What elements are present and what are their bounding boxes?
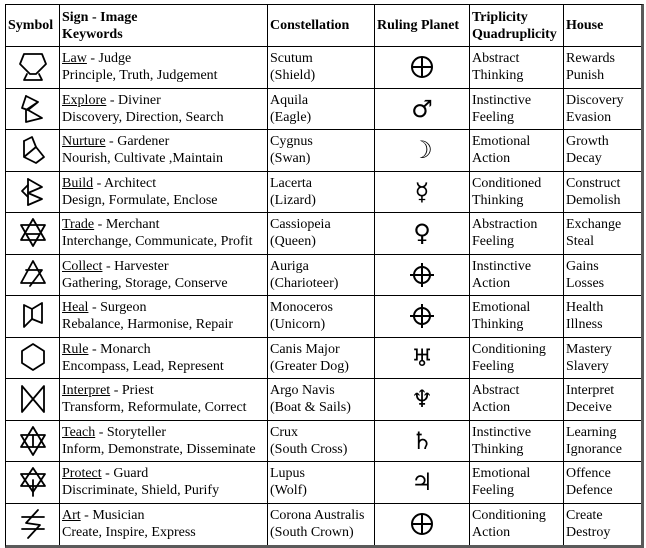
table-row: [6, 130, 641, 172]
constellation-cell: [268, 504, 375, 546]
table-row: [6, 421, 641, 463]
sign-name: Trade: [62, 217, 95, 233]
constellation-cell: [268, 213, 375, 255]
triplicity-cell: [470, 296, 564, 338]
house-cell: [564, 296, 641, 338]
constellation-text: Crux: [270, 424, 298, 440]
symbol-cell: [6, 89, 60, 131]
sign-keywords-cell: [60, 172, 268, 214]
constellation-text: (Shield): [270, 68, 316, 84]
explore-glyph-icon: [8, 92, 57, 126]
triplicity-text: Abstraction: [472, 217, 538, 233]
sign-image: - Musician: [80, 508, 145, 524]
sign-keywords-cell: [60, 338, 268, 380]
sign-name: Build: [62, 175, 94, 191]
house-text: Slavery: [566, 358, 609, 374]
sign-line: [62, 216, 265, 233]
constellation-text: Scutum: [270, 51, 313, 67]
house-text: Construct: [566, 175, 621, 191]
saturn-icon: ♄: [411, 426, 433, 455]
house-text: Destroy: [566, 525, 611, 541]
constellation-text: Corona Australis: [270, 508, 365, 524]
earth-cross-icon: [377, 261, 467, 289]
constellation-text: (Lizard): [270, 192, 316, 208]
sign-image: - Priest: [110, 383, 154, 399]
interpret-glyph-icon: [8, 382, 57, 416]
symbol-cell: [6, 213, 60, 255]
ruling-planet-cell: [375, 379, 470, 421]
triplicity-text: Conditioning: [472, 341, 546, 357]
sign-image: - Diviner: [106, 92, 161, 108]
triplicity-text: Action: [472, 400, 511, 416]
triplicity-text: Thinking: [472, 68, 524, 84]
sign-keywords-cell: [60, 47, 268, 89]
house-text: Deceive: [566, 400, 612, 416]
sign-name: Heal: [62, 300, 89, 316]
table-row: [6, 338, 641, 380]
sign-keywords: Gathering, Storage, Conserve: [62, 275, 228, 291]
protect-glyph-icon: [8, 465, 57, 499]
triplicity-text: Instinctive: [472, 92, 532, 108]
sign-name: Teach: [62, 424, 96, 440]
trade-glyph-icon: [8, 216, 57, 250]
sign-image: - Merchant: [94, 217, 160, 233]
sign-name: Law: [62, 51, 87, 67]
constellation-text: (Wolf): [270, 483, 307, 499]
triplicity-text: Emotional: [472, 300, 531, 316]
constellation-text: Lacerta: [270, 175, 312, 191]
constellation-text: (Swan): [270, 151, 311, 167]
sign-keywords: Encompass, Lead, Represent: [62, 358, 224, 374]
sign-line: [62, 175, 265, 192]
sign-line: [62, 92, 265, 109]
art-glyph-icon: [8, 507, 57, 541]
sign-keywords: Design, Formulate, Enclose: [62, 192, 218, 208]
sign-image: - Harvester: [102, 258, 169, 274]
house-cell: [564, 338, 641, 380]
sign-name: Rule: [62, 341, 89, 357]
sign-keywords: Transform, Reformulate, Correct: [62, 400, 247, 416]
sign-line: [62, 382, 265, 399]
triplicity-text: Emotional: [472, 466, 531, 482]
house-cell: [564, 462, 641, 504]
sign-name: Nurture: [62, 134, 106, 150]
sign-line: [62, 341, 265, 358]
header-constellation: Constellation: [268, 5, 375, 47]
symbol-cell: [6, 504, 60, 546]
house-text: Illness: [566, 317, 603, 333]
house-cell: [564, 130, 641, 172]
constellation-cell: [268, 338, 375, 380]
earth-icon: [377, 53, 467, 81]
sign-keywords-cell: [60, 462, 268, 504]
ruling-planet-cell: [375, 130, 470, 172]
sign-line: [62, 258, 265, 275]
house-text: Defence: [566, 483, 613, 499]
house-text: Offence: [566, 466, 611, 482]
house-text: Evasion: [566, 109, 612, 125]
sign-name: Protect: [62, 466, 102, 482]
triplicity-text: Instinctive: [472, 424, 532, 440]
symbol-cell: [6, 172, 60, 214]
sign-image: - Architect: [93, 175, 157, 191]
ruling-planet-cell: [375, 255, 470, 297]
house-cell: [564, 47, 641, 89]
constellation-text: Aquila: [270, 92, 309, 108]
sign-keywords-cell: [60, 130, 268, 172]
heal-glyph-icon: [8, 299, 57, 333]
sign-line: [62, 299, 265, 316]
sign-keywords-cell: [60, 89, 268, 131]
table-row: [6, 172, 641, 214]
header-ruling-planet: Ruling Planet: [375, 5, 470, 47]
constellation-cell: [268, 130, 375, 172]
triplicity-text: Action: [472, 151, 511, 167]
constellation-text: (South Crown): [270, 525, 354, 541]
constellation-text: (Charioteer): [270, 275, 339, 291]
mercury-icon: ☿: [414, 177, 430, 206]
table-row: [6, 379, 641, 421]
constellation-cell: [268, 296, 375, 338]
sign-keywords: Interchange, Communicate, Profit: [62, 234, 253, 250]
header-row: [6, 5, 641, 47]
triplicity-text: Action: [472, 525, 511, 541]
house-text: Gains: [566, 258, 599, 274]
ruling-planet-cell: [375, 47, 470, 89]
nurture-glyph-icon: [8, 133, 57, 167]
triplicity-cell: [470, 255, 564, 297]
mars-icon: ♂: [411, 94, 433, 123]
triplicity-cell: [470, 89, 564, 131]
moon-icon: ☽: [411, 136, 433, 165]
ruling-planet-cell: [375, 504, 470, 546]
constellation-cell: [268, 421, 375, 463]
build-glyph-icon: [8, 175, 57, 209]
table-row: [6, 89, 641, 131]
triplicity-cell: [470, 421, 564, 463]
triplicity-text: Abstract: [472, 51, 520, 67]
house-cell: [564, 504, 641, 546]
house-cell: [564, 379, 641, 421]
sign-name: Art: [62, 508, 81, 524]
jupiter-icon: ♃: [411, 468, 433, 497]
sign-keywords-cell: [60, 421, 268, 463]
constellation-text: (Boat & Sails): [270, 400, 351, 416]
sign-keywords-cell: [60, 296, 268, 338]
house-text: Health: [566, 300, 604, 316]
sign-keywords-cell: [60, 255, 268, 297]
sign-line: [62, 424, 265, 441]
sign-keywords: Inform, Demonstrate, Disseminate: [62, 441, 256, 457]
constellation-text: Cygnus: [270, 134, 313, 150]
sign-image: - Monarch: [88, 341, 151, 357]
venus-icon: ♀: [413, 219, 431, 248]
sign-keywords: Discovery, Direction, Search: [62, 109, 224, 125]
triplicity-text: Feeling: [472, 358, 514, 374]
ruling-planet-cell: [375, 213, 470, 255]
triplicity-cell: [470, 379, 564, 421]
triplicity-cell: [470, 172, 564, 214]
house-text: Decay: [566, 151, 602, 167]
sign-keywords: Create, Inspire, Express: [62, 525, 196, 541]
constellation-text: Cassiopeia: [270, 217, 331, 233]
sign-image: - Surgeon: [88, 300, 147, 316]
ruling-planet-cell: [375, 172, 470, 214]
house-text: Demolish: [566, 192, 621, 208]
triplicity-text: Instinctive: [472, 258, 532, 274]
collect-glyph-icon: [8, 258, 57, 292]
triplicity-cell: [470, 213, 564, 255]
triplicity-text: Feeling: [472, 109, 514, 125]
constellation-text: (Greater Dog): [270, 358, 349, 374]
table-row: [6, 462, 641, 504]
zodiac-sign-table: [5, 4, 644, 548]
table-row: [6, 47, 641, 89]
sign-keywords-cell: [60, 504, 268, 546]
triplicity-text: Feeling: [472, 234, 514, 250]
constellation-text: Argo Navis: [270, 383, 335, 399]
sign-line: [62, 133, 265, 150]
constellation-cell: [268, 379, 375, 421]
triplicity-cell: [470, 504, 564, 546]
constellation-text: Lupus: [270, 466, 305, 482]
triplicity-text: Emotional: [472, 134, 531, 150]
constellation-text: (Eagle): [270, 109, 312, 125]
constellation-text: (Queen): [270, 234, 316, 250]
earth-icon: [377, 510, 467, 538]
constellation-text: (Unicorn): [270, 317, 326, 333]
sign-keywords: Discriminate, Shield, Purify: [62, 483, 220, 499]
sign-line: [62, 50, 265, 67]
triplicity-cell: [470, 130, 564, 172]
law-glyph-icon: [8, 50, 57, 84]
sign-image: - Storyteller: [95, 424, 166, 440]
house-text: Discovery: [566, 92, 624, 108]
sign-keywords: Rebalance, Harmonise, Repair: [62, 317, 234, 333]
table-row: [6, 213, 641, 255]
house-text: Learning: [566, 424, 617, 440]
house-text: Rewards: [566, 51, 615, 67]
symbol-cell: [6, 130, 60, 172]
house-cell: [564, 255, 641, 297]
sign-keywords-cell: [60, 379, 268, 421]
sign-image: - Judge: [86, 51, 132, 67]
triplicity-text: Conditioning: [472, 508, 546, 524]
earth-cross-icon: [377, 302, 467, 330]
header-sign-keywords: Sign - Image Keywords: [60, 5, 268, 47]
house-text: Exchange: [566, 217, 622, 233]
symbol-cell: [6, 462, 60, 504]
sign-line: [62, 465, 265, 482]
header-triplicity: Triplicity Quadruplicity: [470, 5, 564, 47]
house-cell: [564, 421, 641, 463]
ruling-planet-cell: [375, 338, 470, 380]
triplicity-text: Thinking: [472, 317, 524, 333]
house-text: Punish: [566, 68, 605, 84]
house-text: Mastery: [566, 341, 612, 357]
constellation-text: Canis Major: [270, 341, 340, 357]
triplicity-text: Thinking: [472, 441, 524, 457]
constellation-cell: [268, 462, 375, 504]
sign-name: Collect: [62, 258, 103, 274]
sign-name: Explore: [62, 92, 107, 108]
sign-name: Interpret: [62, 383, 111, 399]
header-house: House: [564, 5, 641, 47]
sign-keywords: Principle, Truth, Judgement: [62, 68, 218, 84]
house-text: Growth: [566, 134, 609, 150]
ruling-planet-cell: [375, 89, 470, 131]
house-text: Create: [566, 508, 603, 524]
constellation-cell: [268, 89, 375, 131]
table-row: [6, 255, 641, 297]
header-symbol: Symbol: [6, 5, 60, 47]
sign-keywords-cell: [60, 213, 268, 255]
table-row: [6, 296, 641, 338]
ruling-planet-cell: [375, 462, 470, 504]
sign-image: - Gardener: [105, 134, 170, 150]
triplicity-cell: [470, 338, 564, 380]
rule-glyph-icon: [8, 341, 57, 375]
house-cell: [564, 89, 641, 131]
neptune-icon: ♆: [411, 385, 433, 414]
house-text: Losses: [566, 275, 605, 291]
constellation-text: (South Cross): [270, 441, 348, 457]
symbol-cell: [6, 255, 60, 297]
house-text: Steal: [566, 234, 594, 250]
house-text: Interpret: [566, 383, 615, 399]
triplicity-text: Thinking: [472, 192, 524, 208]
triplicity-text: Abstract: [472, 383, 520, 399]
teach-glyph-icon: [8, 424, 57, 458]
constellation-text: Auriga: [270, 258, 309, 274]
symbol-cell: [6, 379, 60, 421]
house-cell: [564, 213, 641, 255]
constellation-text: Monoceros: [270, 300, 333, 316]
table-row: [6, 504, 641, 546]
sign-keywords: Nourish, Cultivate ,Maintain: [62, 151, 223, 167]
ruling-planet-cell: [375, 421, 470, 463]
triplicity-cell: [470, 462, 564, 504]
house-cell: [564, 172, 641, 214]
symbol-cell: [6, 421, 60, 463]
constellation-cell: [268, 172, 375, 214]
ruling-planet-cell: [375, 296, 470, 338]
sign-line: [62, 507, 265, 524]
symbol-cell: [6, 47, 60, 89]
constellation-cell: [268, 255, 375, 297]
sign-image: - Guard: [101, 466, 149, 482]
triplicity-text: Conditioned: [472, 175, 542, 191]
uranus-icon: ♅: [411, 343, 433, 372]
triplicity-text: Action: [472, 275, 511, 291]
triplicity-cell: [470, 47, 564, 89]
house-text: Ignorance: [566, 441, 622, 457]
triplicity-text: Feeling: [472, 483, 514, 499]
constellation-cell: [268, 47, 375, 89]
symbol-cell: [6, 338, 60, 380]
symbol-cell: [6, 296, 60, 338]
